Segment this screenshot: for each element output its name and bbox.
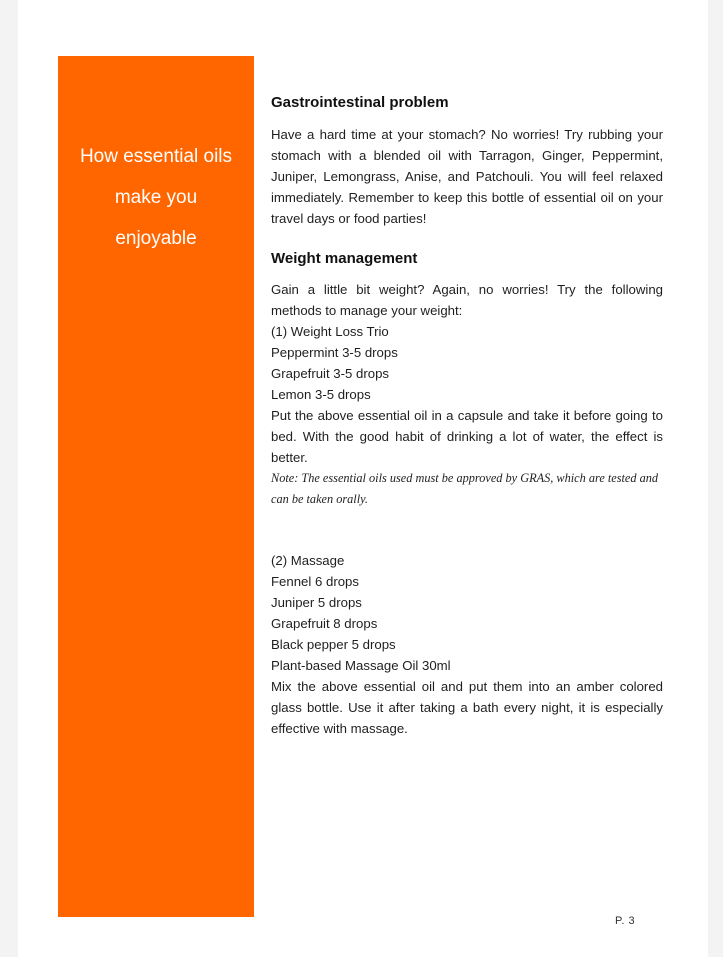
sidebar-title-line-2: make you bbox=[114, 187, 198, 208]
spacer bbox=[271, 510, 663, 550]
orange-sidebar bbox=[58, 56, 254, 917]
massage-item: Black pepper 5 drops bbox=[271, 637, 396, 652]
sidebar-title-line-3: enjoyable bbox=[115, 228, 197, 249]
massage-instructions: Mix the above essential oil and put them into an amber colored glass bottle. Use it after taking a bath every night, it is especially effective with massage. bbox=[271, 679, 663, 736]
gastro-paragraph: Have a hard time at your stomach? No worries! Try rubbing your stomach with a blended oil with Tarragon, Ginger, Peppermint, Juniper, Lemongrass, Anise, and Patchouli. You will feel relaxed immediately. Remember to keep this bottle of essential oil on your travel days or food parties! bbox=[271, 127, 663, 226]
sidebar-title-line-1: How essential oils bbox=[79, 146, 233, 167]
trio-item: Peppermint 3-5 drops bbox=[271, 345, 398, 360]
massage-item: Plant-based Massage Oil 30ml bbox=[271, 658, 451, 673]
page-number: P. 3 bbox=[615, 915, 636, 927]
trio-note: Note: The essential oils used must be approved by GRAS, which are tested and can be taken orally. bbox=[271, 471, 659, 506]
gastro-heading: Gastrointestinal problem bbox=[271, 94, 449, 111]
trio-item: Lemon 3-5 drops bbox=[271, 387, 371, 402]
massage-item: Fennel 6 drops bbox=[271, 574, 359, 589]
trio-title: (1) Weight Loss Trio bbox=[271, 324, 389, 339]
trio-item: Grapefruit 3-5 drops bbox=[271, 366, 390, 381]
weight-intro: Gain a little bit weight? Again, no worries! Try the following methods to manage your weight: bbox=[271, 282, 663, 318]
massage-item: Juniper 5 drops bbox=[271, 595, 362, 610]
document-page bbox=[18, 0, 708, 957]
weight-heading: Weight management bbox=[271, 250, 418, 267]
massage-title: (2) Massage bbox=[271, 553, 345, 568]
sidebar-title bbox=[58, 136, 254, 259]
main-content bbox=[271, 92, 663, 739]
trio-instructions: Put the above essential oil in a capsule and take it before going to bed. With the good habit of drinking a lot of water, the effect is better. bbox=[271, 408, 663, 465]
spacer bbox=[271, 229, 663, 248]
massage-item: Grapefruit 8 drops bbox=[271, 616, 378, 631]
